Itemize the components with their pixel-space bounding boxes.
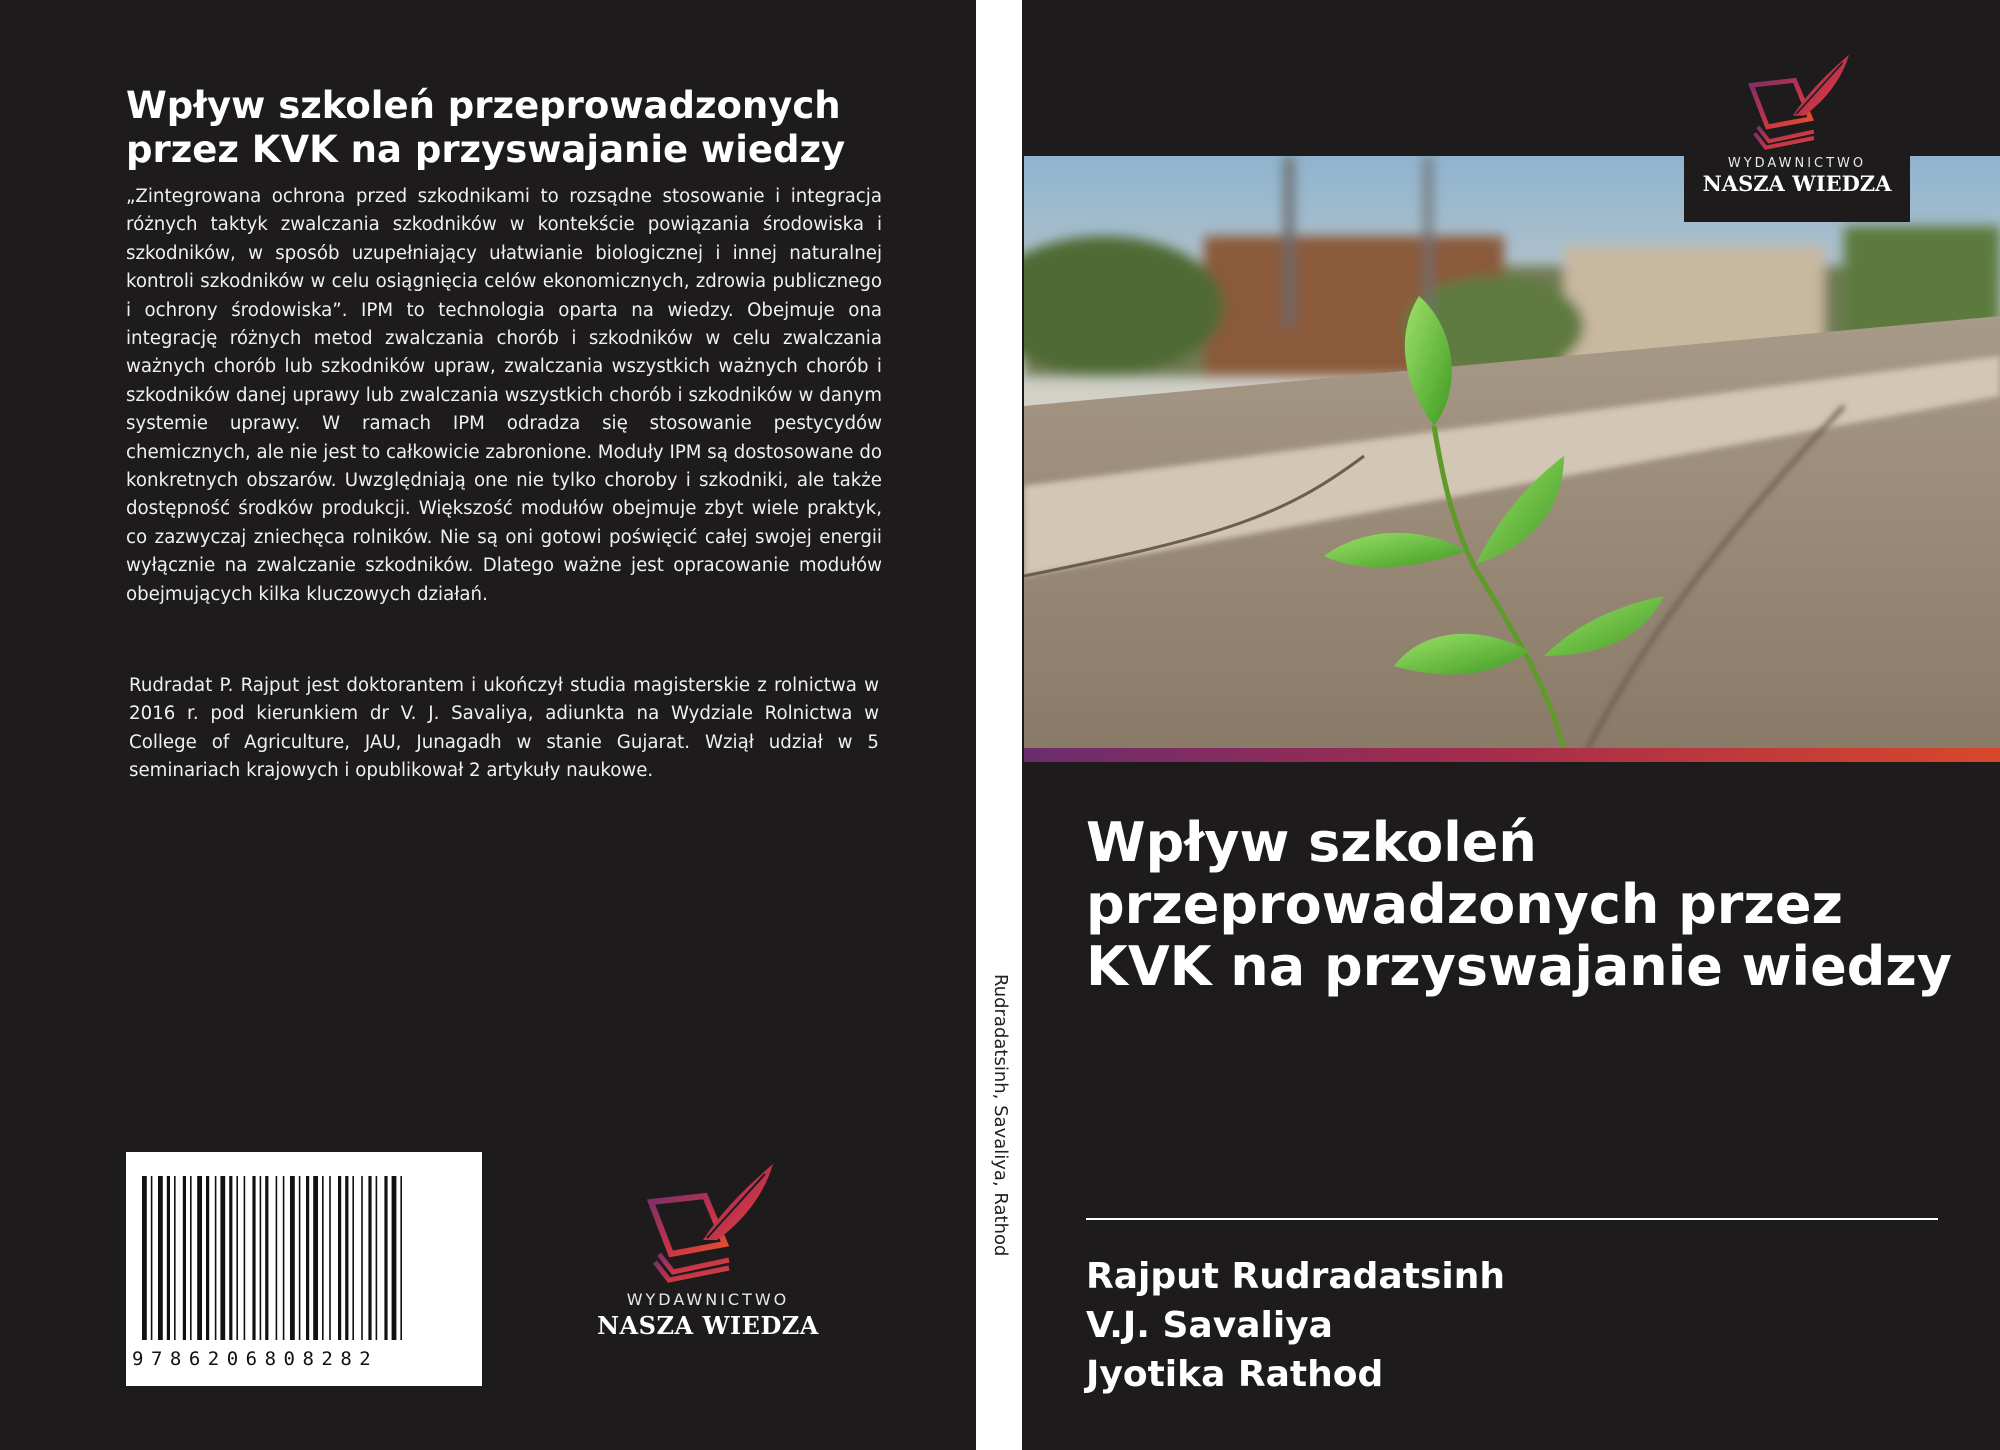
author-name: Jyotika Rathod	[1086, 1354, 1384, 1395]
author-bio: Rudradat P. Rajput jest doktorantem i ukończył studia magisterskie z rolnictwa w 2016 r. pod kierunkiem dr V. J. Savaliya, adiunkta na Wydziale Rolnictwa w College of Agriculture, JAU, Junagadh w stanie Gujarat. Wziął udział w 5 seminariach krajowych i opublikował 2 artykuły naukowe.	[129, 675, 879, 782]
barcode-icon	[136, 1176, 472, 1346]
cover-photo-seedling	[1024, 156, 2000, 748]
book-with-quill-icon	[633, 1160, 783, 1286]
publisher-name-line2: NASZA WIEDZA	[597, 1311, 819, 1340]
publisher-logo-front	[1684, 50, 1910, 222]
publisher-name-line1: WYDAWNICTWO	[1727, 156, 1867, 171]
book-with-quill-icon	[1737, 50, 1857, 154]
back-cover-blurb: „Zintegrowana ochrona przed szkodnikami to rozsądne stosowanie i integracja różnych taktyk zwalczania szkodników w kontekście powiązania środowiska i szkodników, w sposób uzupełniający ułatwianie biologicznej i innej naturalnej kontroli szkodników w celu osiągnięcia celów ekonomicznych, zdrowia publicznego i ochrony środowiska”. IPM to technologia oparta na wiedzy. Obejmuje ona integrację różnych metod zwalczania chorób i szkodników w celu zwalczania ważnych chorób lub szkodników upraw, zwalczania wszystkich ważnych chorób i szkodników danej uprawy lub zwalczania wszystkich chorób i szkodników w danym systemie uprawy. W ramach IPM odradza się stosowanie pestycydów chemicznych, ale nie jest to całkowicie zabronione. Moduły IPM są dostosowane do konkretnych obszarów. Uwzględniają one nie tylko choroby i szkodniki, ale także dostępność środków produkcji. Większość modułów obejmuje zbyt wiele praktyk, co zazwyczaj zniechęca rolników. Nie są oni gotowi poświęcić całej swojej energii wyłącznie na zwalczanie szkodników. Dlatego ważne jest opracowanie modułów obejmujących kilka kluczowych działań.	[126, 186, 882, 605]
back-cover-title: Wpływ szkoleń przeprowadzonych przez KVK na przyswajanie wiedzy	[126, 84, 846, 171]
author-name: Rajput Rudradatsinh	[1086, 1256, 1505, 1297]
isbn-barcode	[126, 1152, 482, 1386]
author-list	[1086, 1252, 1505, 1399]
title-divider	[1086, 1218, 1938, 1220]
publisher-name-line1: WYDAWNICTWO	[626, 1290, 790, 1309]
isbn-number: 9786206808282	[132, 1348, 379, 1370]
back-cover	[0, 0, 976, 1450]
spine-authors-label: Rudradatsinh, Savaliya, Rathod	[990, 974, 1011, 1257]
front-cover-title: Wpływ szkoleń przeprowadzonych przez KVK na przyswajanie wiedzy	[1086, 811, 1952, 998]
accent-stripe	[1024, 748, 2000, 762]
publisher-name-line2: NASZA WIEDZA	[1702, 171, 1892, 196]
author-name: V.J. Savaliya	[1086, 1305, 1333, 1346]
publisher-logo-back	[578, 1160, 838, 1356]
